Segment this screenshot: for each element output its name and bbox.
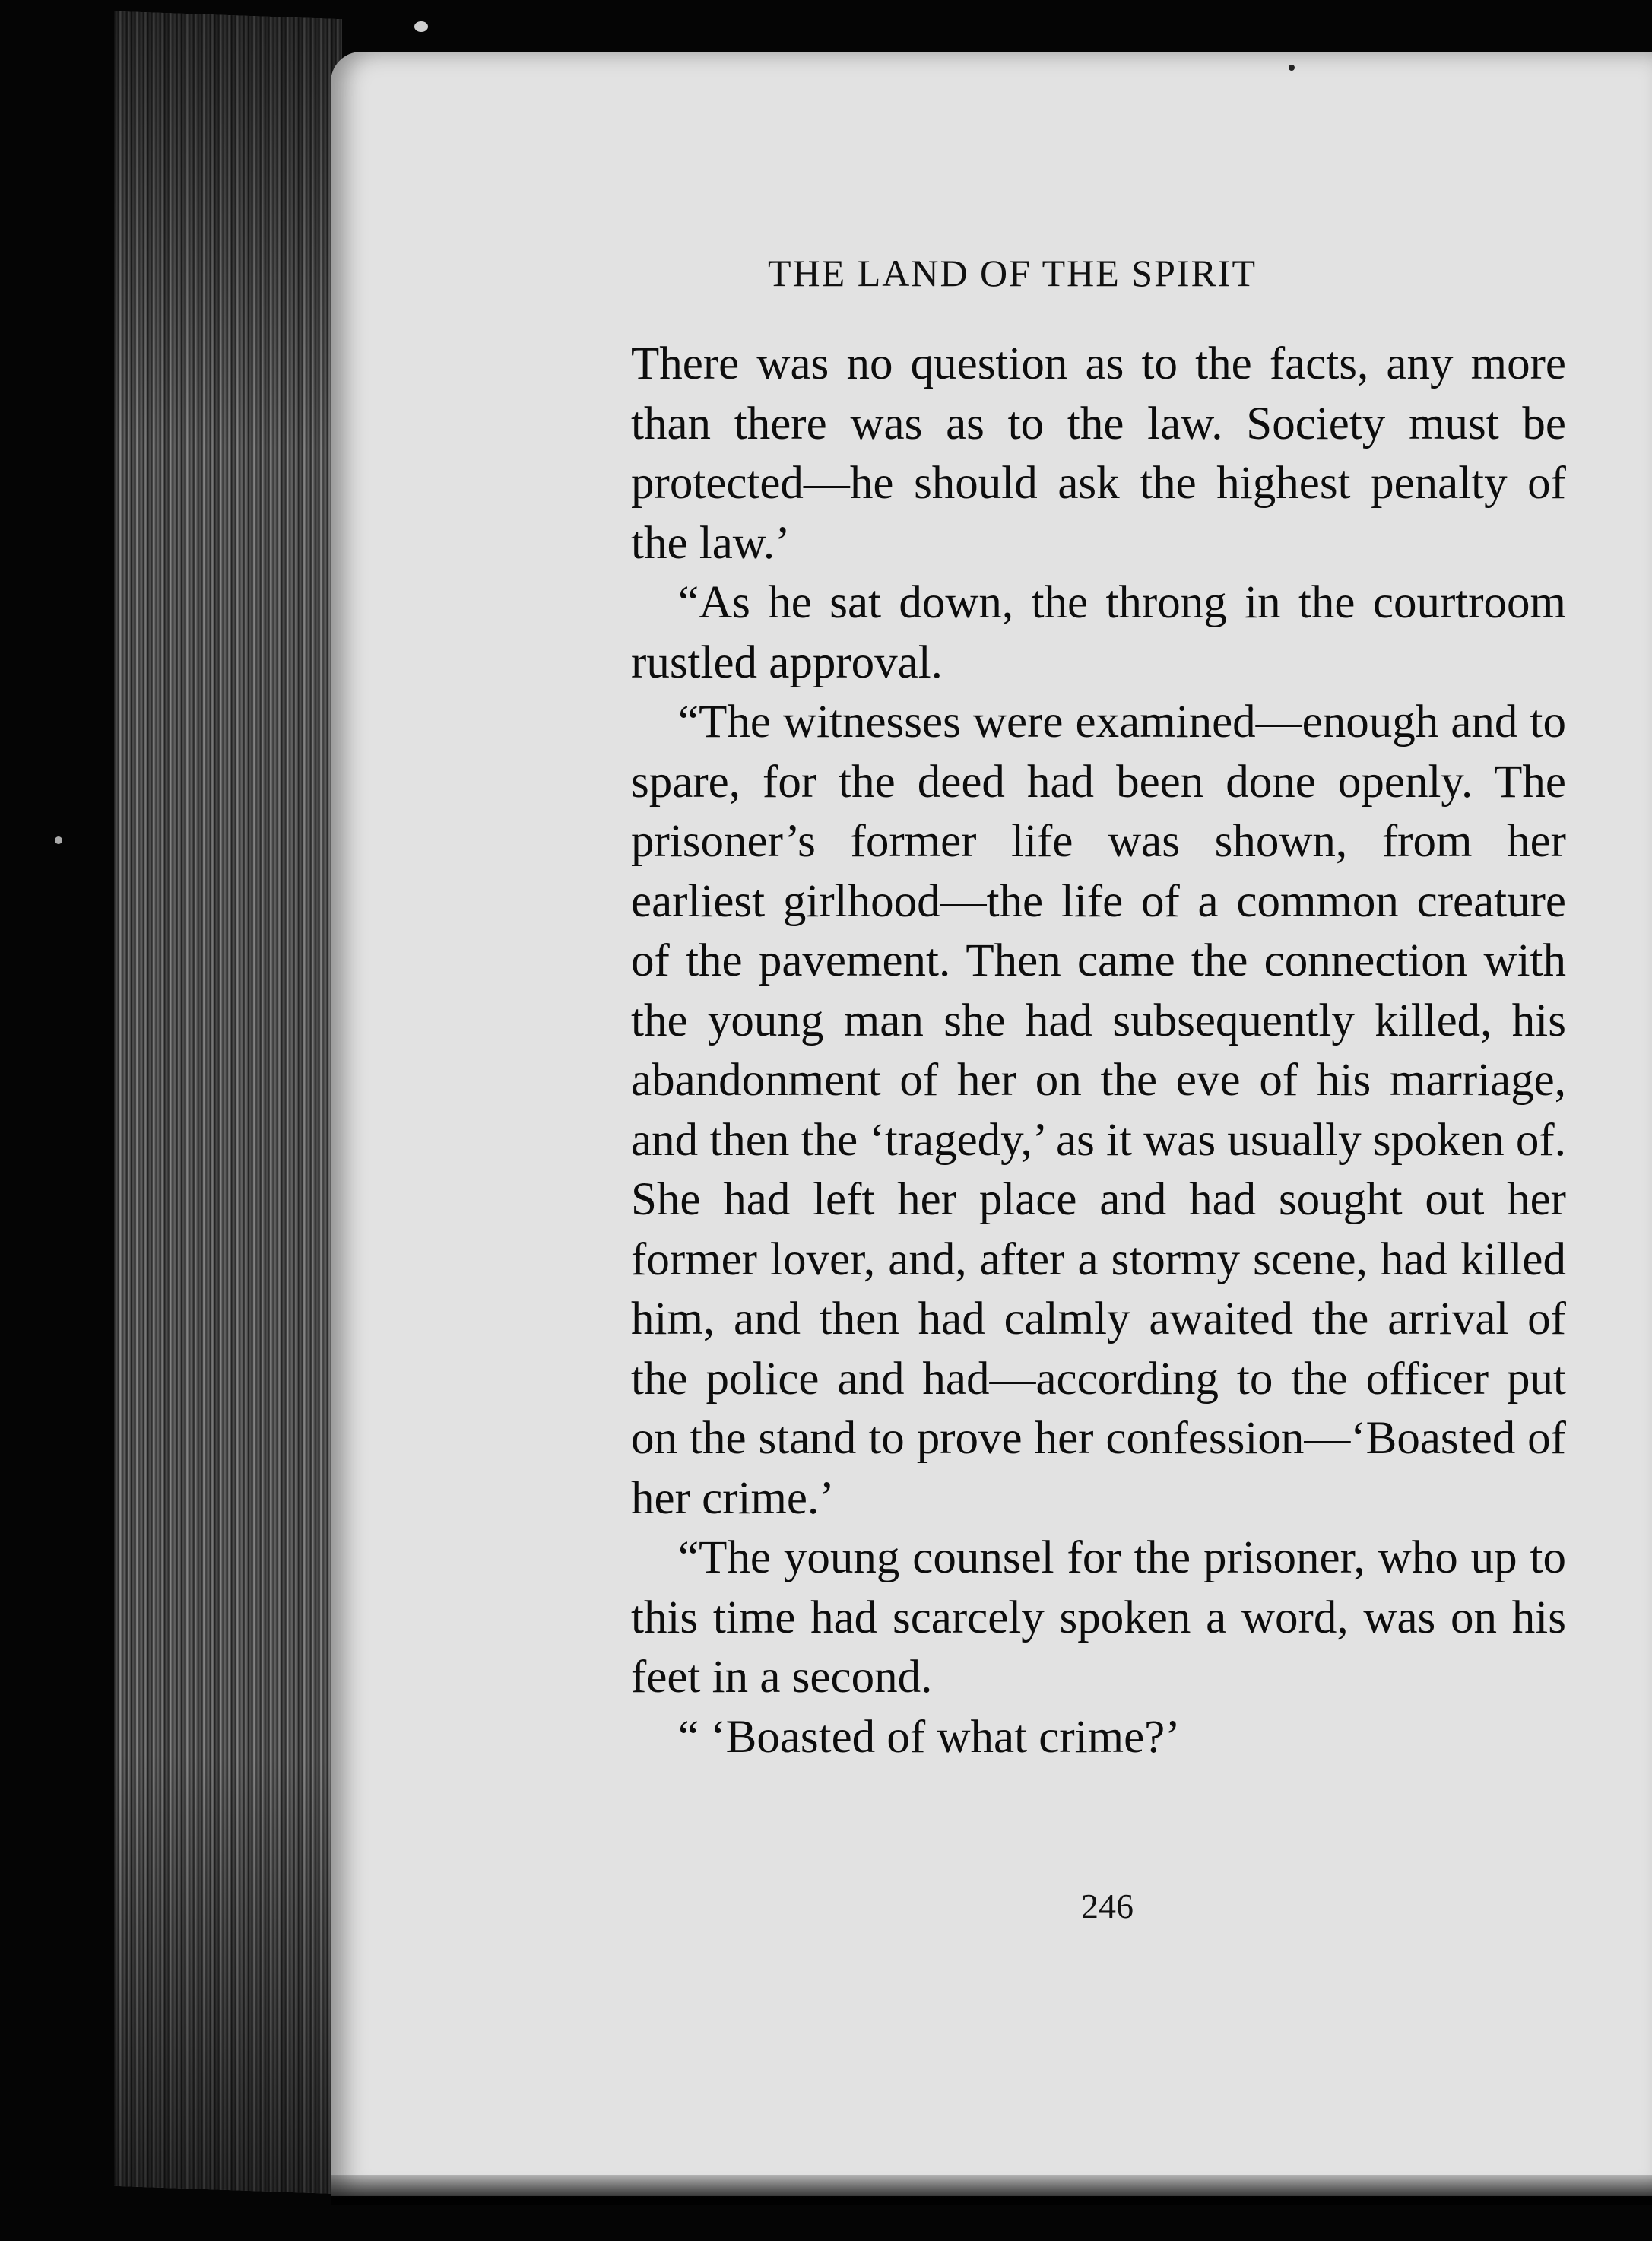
paragraph: “The witnesses were examined—enough and to spare, for the deed had been done openly. The prisoner’s former life was shown, from her earliest girlhood—the life of a common creature of the pavement. Then came the connection with the young man she had subsequently killed, his abandonment of her on the eve of his marriage, and then the ‘tragedy,’ as it was usually spoken of. She had left her place and had sought out her former lover, and, after a stormy scene, had killed him, and then had calmly awaited the arrival of the police and had—according to the officer put on the stand to prove her confession—‘Boasted of her crime.’ [631, 697, 1566, 1524]
paragraph: There was no question as to the facts, any more than there was as to the law. Society must be protected—he should ask the highest penalty of the law.’ [631, 338, 1566, 569]
body-text [631, 335, 1566, 1767]
paragraph: “As he sat down, the throng in the courtroom rustled approval. [631, 577, 1566, 688]
dust-speck [414, 21, 428, 32]
dust-speck [1289, 65, 1295, 71]
running-head: THE LAND OF THE SPIRIT [768, 252, 1257, 294]
paragraph: “ ‘Boasted of what crime?’ [678, 1711, 1181, 1763]
page-number: 246 [1081, 1887, 1134, 1925]
paragraph: “The young counsel for the prisoner, who up to this time had scarcely spoken a word, was on his feet in a second. [631, 1532, 1566, 1703]
fore-edge-shadow [114, 11, 342, 2194]
page-bottom-shadow [331, 2175, 1652, 2205]
dust-speck [55, 836, 62, 844]
